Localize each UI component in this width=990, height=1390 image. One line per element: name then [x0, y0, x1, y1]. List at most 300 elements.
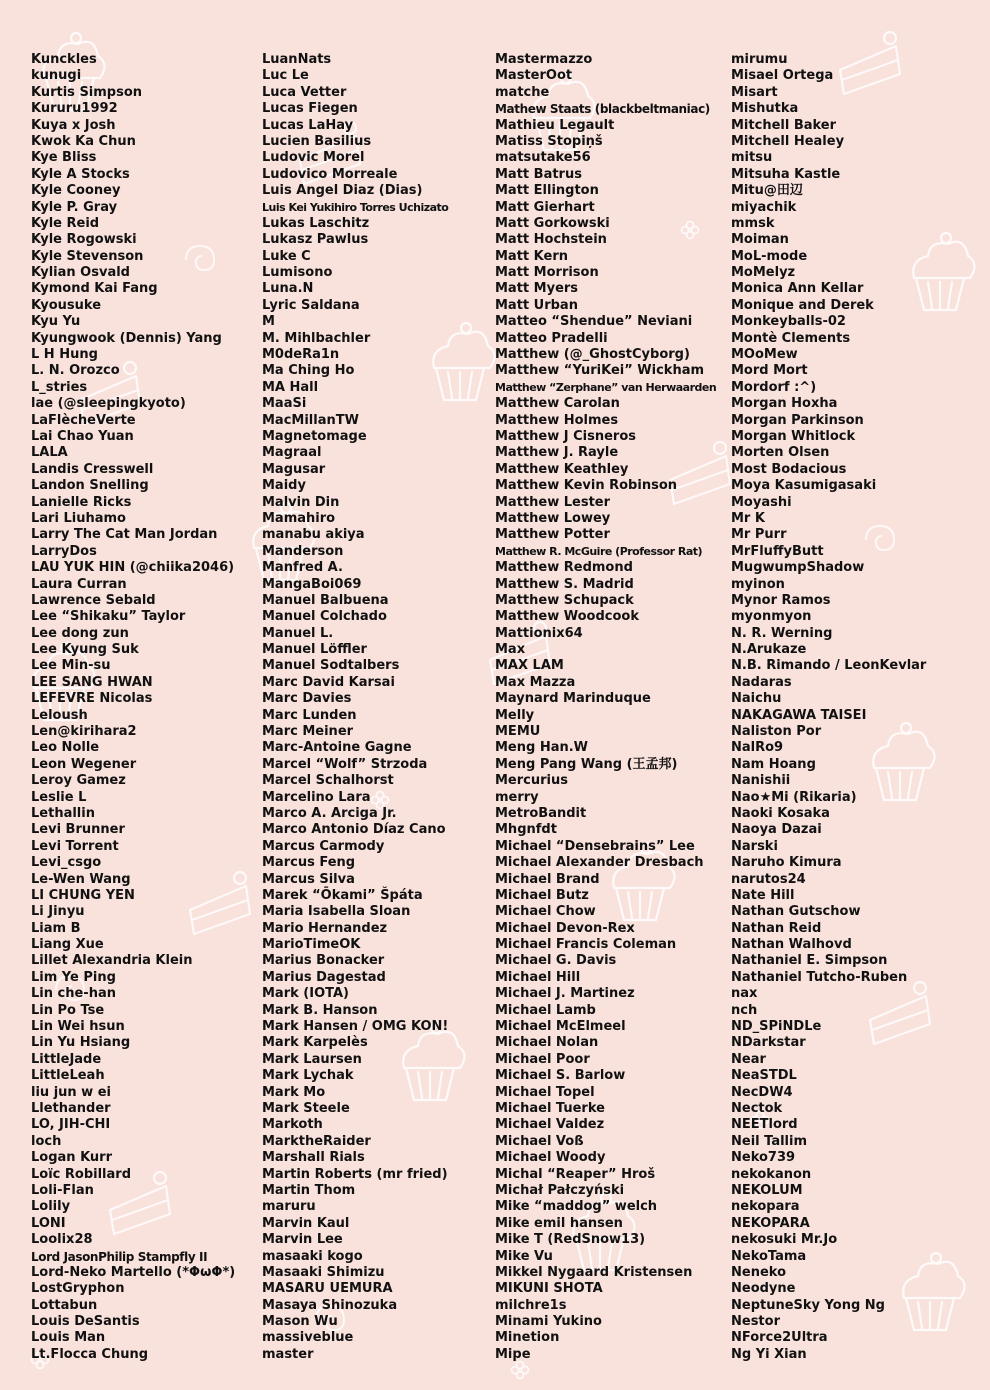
name-entry: Levi Brunner: [31, 822, 125, 838]
name-entry: Minami Yukino: [495, 1314, 602, 1330]
name-entry: LO, JIH-CHI: [31, 1117, 111, 1133]
name-entry: Leroy Gamez: [31, 773, 126, 789]
name-entry: Morgan Whitlock: [731, 428, 856, 444]
name-entry: Kyle Reid: [31, 215, 100, 231]
name-entry: LEFEVRE Nicolas: [31, 691, 153, 707]
name-entry: Matthew (@_GhostCyborg): [495, 347, 690, 363]
name-entry: Marshall Rials: [262, 1150, 365, 1166]
name-entry: MoL-mode: [731, 248, 808, 264]
name-entry: Matthew Potter: [495, 527, 610, 543]
name-entry: Mitsuha Kastle: [731, 166, 841, 182]
name-entry: Michael McElmeel: [495, 1019, 626, 1035]
name-entry: Kyu Yu: [31, 314, 81, 330]
name-entry: Kye Bliss: [31, 150, 97, 166]
name-entry: Kyousuke: [31, 297, 102, 313]
name-entry: Nectok: [731, 1101, 783, 1116]
name-entry: Lolily: [31, 1199, 71, 1215]
name-entry: nekokanon: [731, 1166, 812, 1182]
name-entry: narutos24: [731, 871, 806, 887]
name-entry: master: [262, 1346, 314, 1362]
name-entry: masaaki kogo: [262, 1248, 363, 1264]
name-entry: Marcelino Lara: [262, 789, 371, 805]
name-entry: NEKOLUM: [731, 1182, 803, 1198]
name-entry: Meng Pang Wang (王孟邦): [495, 756, 678, 772]
name-entry: Matthew Holmes: [495, 412, 619, 428]
name-entry: Mike T (RedSnow13): [495, 1232, 646, 1248]
name-entry: NecDW4: [731, 1084, 793, 1100]
name-entry: Mitu@田辺: [731, 183, 803, 199]
name-entry: MaaSi: [262, 396, 307, 412]
name-entry: Lord JasonPhilip Stampfly II: [31, 1249, 208, 1264]
name-entry: Matthew Keathley: [495, 461, 629, 477]
name-entry: Mario Hernandez: [262, 920, 388, 936]
name-entry: Lukas Laschitz: [262, 215, 370, 231]
name-entry: Mercurius: [495, 773, 568, 789]
name-entry: Levi Torrent: [31, 838, 119, 854]
name-entry: nekopara: [731, 1199, 800, 1215]
name-entry: LittleJade: [31, 1051, 102, 1067]
name-entry: Max: [495, 642, 526, 658]
name-entry: Matthew Woodcook: [495, 609, 640, 625]
name-entry: Mipe: [495, 1346, 531, 1362]
name-entry: Kyle P. Gray: [31, 199, 118, 215]
name-entry: MarktheRaider: [262, 1133, 371, 1149]
name-entry: matche: [495, 84, 550, 100]
name-entry: Mark (IOTA): [262, 986, 349, 1002]
name-entry: Leslie L: [31, 789, 87, 805]
name-entry: Lucien Basilius: [262, 133, 372, 149]
name-entry: Marcel Schalhorst: [262, 773, 394, 789]
name-entry: Llethander: [31, 1101, 111, 1116]
name-entry: Lin che-han: [31, 986, 116, 1002]
name-entry: Monkeyballs-02: [731, 314, 846, 330]
name-entry: matsutake56: [495, 150, 591, 166]
name-entry: L. N. Orozco: [31, 363, 120, 379]
name-entry: Leo Nolle: [31, 740, 100, 756]
name-entry: Mike Vu: [495, 1248, 553, 1264]
name-entry: Larry The Cat Man Jordan: [31, 527, 218, 543]
name-entry: Neil Tallim: [731, 1133, 808, 1149]
name-entry: Marco Antonio Díaz Cano: [262, 822, 446, 838]
name-entry: Marc Lunden: [262, 707, 357, 723]
name-entry: miyachik: [731, 199, 797, 215]
name-entry: Martin Roberts (mr fried): [262, 1166, 448, 1182]
name-entry: Kyle A Stocks: [31, 166, 130, 182]
name-entry: Mark Lychak: [262, 1068, 354, 1084]
name-entry: Markoth: [262, 1117, 323, 1133]
name-entry: Luna.N: [262, 281, 314, 297]
name-entry: Loli-Flan: [31, 1182, 94, 1198]
name-entry: Loïc Robillard: [31, 1166, 132, 1182]
name-entry: Morgan Parkinson: [731, 412, 864, 428]
name-entry: Matthew Lowey: [495, 510, 611, 526]
name-entry: Montè Clements: [731, 330, 851, 346]
name-entry: Kurtis Simpson: [31, 84, 143, 100]
name-entry: Kyle Cooney: [31, 183, 121, 199]
name-entry: Kyle Stevenson: [31, 248, 144, 264]
name-entry: Michael Nolan: [495, 1035, 599, 1051]
name-entry: Matthew S. Madrid: [495, 576, 634, 592]
name-entry: Marcel “Wolf” Strzoda: [262, 756, 428, 772]
name-entry: Le-Wen Wang: [31, 871, 131, 887]
name-entry: Manderson: [262, 543, 344, 559]
name-entry: Landis Cresswell: [31, 461, 154, 477]
name-entry: Michael Voß: [495, 1133, 584, 1149]
name-entry: Maidy: [262, 478, 306, 494]
name-entry: Michael Hill: [495, 969, 581, 985]
name-entry: NAKAGAWA TAISEI: [731, 707, 867, 723]
name-entry: MugwumpShadow: [731, 560, 865, 576]
name-entry: Leon Wegener: [31, 756, 137, 772]
name-entry: Manuel Sodtalbers: [262, 658, 400, 674]
name-entry: Matthew Schupack: [495, 592, 634, 608]
name-entry: Lee Kyung Suk: [31, 642, 139, 658]
name-entry: Nathan Reid: [731, 920, 822, 936]
name-entry: myinon: [731, 576, 785, 592]
name-entry: Ludovico Morreale: [262, 166, 398, 182]
name-column-2: [262, 52, 448, 1363]
name-entry: MasterOot: [495, 68, 573, 84]
name-entry: Luke C: [262, 248, 311, 264]
name-entry: Max Mazza: [495, 674, 576, 690]
name-entry: Neko739: [731, 1150, 796, 1166]
name-entry: Matt Morrison: [495, 265, 599, 281]
name-entry: LI CHUNG YEN: [31, 887, 135, 903]
name-entry: MarioTimeOK: [262, 937, 361, 953]
name-entry: Matt Gorkowski: [495, 215, 610, 231]
name-entry: Matiss Stopiņš: [495, 133, 603, 149]
name-entry: LAU YUK HIN (@chiika2046): [31, 560, 235, 576]
name-entry: M0deRa1n: [262, 347, 340, 363]
name-entry: Levi_csgo: [31, 855, 102, 871]
name-entry: Kunckles: [31, 52, 97, 67]
name-entry: Lottabun: [31, 1297, 98, 1313]
name-entry: Lari Liuhamo: [31, 510, 126, 526]
name-entry: Kyle Rogowski: [31, 232, 137, 248]
name-entry: Melly: [495, 707, 535, 723]
name-entry: Matt Urban: [495, 297, 578, 313]
name-entry: Matt Gierhart: [495, 199, 595, 215]
name-entry: maruru: [262, 1199, 316, 1215]
name-entry: Near: [731, 1051, 766, 1067]
name-entry: LEE SANG HWAN: [31, 674, 153, 690]
name-entry: L H Hung: [31, 347, 98, 363]
name-entry: LaFlècheVerte: [31, 412, 136, 428]
name-entry: LuanNats: [262, 52, 332, 67]
name-entry: Mishutka: [731, 101, 799, 117]
name-entry: Masaya Shinozuka: [262, 1297, 398, 1313]
name-entry: Laura Curran: [31, 576, 127, 592]
name-entry: Mike emil hansen: [495, 1215, 623, 1231]
name-entry: Lee “Shikaku” Taylor: [31, 609, 186, 625]
name-entry: Malvin Din: [262, 494, 340, 510]
name-entry: Landon Snelling: [31, 478, 149, 494]
name-entry: Moiman: [731, 232, 789, 248]
name-entry: Mark Karpelès: [262, 1035, 368, 1051]
name-entry: MoMelyz: [731, 265, 796, 281]
name-entry: Misart: [731, 84, 778, 100]
name-entry: Kymond Kai Fang: [31, 281, 158, 297]
name-entry: Matt Kern: [495, 248, 568, 264]
name-entry: Ma Ching Ho: [262, 363, 355, 379]
name-entry: Matteo Pradelli: [495, 330, 608, 346]
name-entry: LONI: [31, 1215, 66, 1231]
name-entry: Mark B. Hanson: [262, 1002, 378, 1018]
name-entry: Len@kirihara2: [31, 724, 137, 740]
name-entry: Morten Olsen: [731, 445, 830, 461]
name-entry: Lee Min-su: [31, 658, 111, 674]
name-entry: Naruho Kimura: [731, 855, 842, 871]
name-entry: MangaBoi069: [262, 576, 362, 592]
name-entry: Loolix28: [31, 1232, 93, 1248]
name-entry: Narski: [731, 838, 778, 854]
name-column-4: [731, 52, 926, 1363]
name-entry: Mordorf :^): [731, 379, 817, 395]
name-entry: Nam Hoang: [731, 756, 816, 772]
name-entry: MOoMew: [731, 347, 798, 363]
name-entry: Marcus Silva: [262, 871, 355, 887]
name-entry: Matthew J Cisneros: [495, 428, 636, 444]
name-entry: Michael G. Davis: [495, 953, 617, 969]
name-entry: Lucas Fiegen: [262, 101, 358, 117]
name-entry: Liang Xue: [31, 937, 104, 953]
name-entry: Lai Chao Yuan: [31, 428, 134, 444]
name-entry: Mastermazzo: [495, 52, 593, 67]
name-entry: Lethallin: [31, 805, 95, 821]
name-entry: Marius Bonacker: [262, 953, 385, 969]
name-entry: Nathan Walhovd: [731, 937, 852, 953]
name-entry: Lanielle Ricks: [31, 494, 132, 510]
name-entry: Lucas LaHay: [262, 117, 354, 133]
name-entry: Michael Butz: [495, 887, 589, 903]
name-entry: Michael Francis Coleman: [495, 937, 677, 953]
name-entry: Magraal: [262, 445, 322, 461]
name-entry: Nathaniel E. Simpson: [731, 953, 888, 969]
name-entry: Michael Topel: [495, 1084, 595, 1100]
name-entry: Lukasz Pawlus: [262, 232, 369, 248]
name-entry: Mattionix64: [495, 625, 583, 641]
name-entry: Martin Thom: [262, 1182, 356, 1198]
name-entry: Moya Kasumigasaki: [731, 478, 877, 494]
name-entry: LittleLeah: [31, 1068, 105, 1084]
name-entry: Ng Yi Xian: [731, 1346, 807, 1362]
name-entry: Nadaras: [731, 674, 792, 690]
name-entry: Mr K: [731, 510, 765, 526]
name-entry: mitsu: [731, 150, 773, 166]
name-entry: Mamahiro: [262, 510, 336, 526]
name-entry: Li Jinyu: [31, 904, 85, 920]
name-entry: Nestor: [731, 1314, 780, 1330]
name-entry: mirumu: [731, 52, 788, 67]
name-entry: Lin Po Tse: [31, 1002, 105, 1018]
name-entry: Nathan Gutschow: [731, 904, 861, 920]
name-entry: Matt Ellington: [495, 183, 599, 199]
name-entry: Michael Poor: [495, 1051, 590, 1067]
name-entry: L_stries: [31, 379, 88, 395]
name-entry: Matthew R. McGuire (Professor Rat): [495, 544, 703, 558]
name-entry: Marek “Ōkami” Špáta: [262, 887, 423, 903]
name-entry: myonmyon: [731, 609, 812, 625]
name-entry: Mitchell Baker: [731, 117, 837, 133]
name-entry: N. R. Werning: [731, 625, 833, 641]
name-entry: Marco A. Arciga Jr.: [262, 805, 397, 821]
name-entry: Michael Tuerke: [495, 1101, 605, 1116]
name-entry: Manuel Balbuena: [262, 592, 389, 608]
name-entry: Manuel Colchado: [262, 609, 387, 625]
name-entry: Masaaki Shimizu: [262, 1264, 385, 1280]
name-entry: Luc Le: [262, 68, 309, 84]
name-entry: nax: [731, 986, 758, 1002]
name-entry: Leloush: [31, 707, 88, 723]
name-entry: LostGryphon: [31, 1281, 125, 1297]
name-entry: Matthew Kevin Robinson: [495, 478, 677, 494]
name-entry: MetroBandit: [495, 805, 587, 821]
name-entry: Marc Meiner: [262, 724, 354, 740]
name-entry: Matthew Redmond: [495, 560, 633, 576]
name-entry: Lumisono: [262, 265, 333, 281]
name-entry: liu jun w ei: [31, 1084, 111, 1100]
name-entry: NeptuneSky Yong Ng: [731, 1297, 885, 1313]
name-entry: ND_SPiNDLe: [731, 1019, 822, 1035]
name-entry: MAX LAM: [495, 658, 564, 674]
name-entry: Mr Purr: [731, 527, 787, 543]
name-column-3: [495, 52, 716, 1363]
name-entry: Matt Batrus: [495, 166, 582, 182]
name-entry: Lim Ye Ping: [31, 969, 116, 985]
name-entry: Marcus Carmody: [262, 838, 385, 854]
name-entry: Moyashi: [731, 494, 792, 510]
name-entry: Marc David Karsai: [262, 674, 395, 690]
name-entry: Louis Man: [31, 1330, 106, 1346]
name-entry: Matthew “Zerphane” van Herwaarden: [495, 380, 717, 394]
name-entry: Marc Davies: [262, 691, 352, 707]
name-entry: Marc-Antoine Gagne: [262, 740, 412, 756]
name-entry: Matthew Carolan: [495, 396, 620, 412]
name-entry: Manfred A.: [262, 560, 343, 576]
name-entry: Minetion: [495, 1330, 560, 1346]
name-entry: Maria Isabella Sloan: [262, 904, 411, 920]
name-entry: Nate Hill: [731, 887, 795, 903]
name-entry: Lin Yu Hsiang: [31, 1035, 131, 1051]
name-entry: Nathaniel Tutcho-Ruben: [731, 969, 908, 985]
name-entry: N.B. Rimando / LeonKevlar: [731, 658, 927, 674]
name-entry: Kururu1992: [31, 101, 118, 117]
name-entry: Luca Vetter: [262, 84, 347, 100]
name-entry: Kuya x Josh: [31, 117, 116, 133]
name-entry: merry: [495, 789, 539, 805]
name-entry: Mark Mo: [262, 1084, 326, 1100]
name-entry: MacMillanTW: [262, 412, 359, 428]
name-entry: Meng Han.W: [495, 740, 589, 756]
name-entry: Luis Angel Diaz (Dias): [262, 183, 423, 199]
name-entry: nch: [731, 1002, 758, 1018]
name-entry: Mynor Ramos: [731, 592, 831, 608]
name-entry: Lyric Saldana: [262, 297, 360, 313]
name-entry: Michael S. Barlow: [495, 1068, 626, 1084]
name-entry: Marius Dagestad: [262, 969, 386, 985]
name-entry: NForce2Ultra: [731, 1330, 828, 1346]
name-entry: LALA: [31, 445, 68, 461]
name-entry: Michał Pałczyński: [495, 1182, 625, 1198]
name-entry: Monica Ann Kellar: [731, 281, 864, 297]
name-entry: NEETlord: [731, 1117, 798, 1133]
name-entry: Matthew Lester: [495, 494, 611, 510]
name-entry: Neodyne: [731, 1281, 796, 1297]
name-entry: Kyungwook (Dennis) Yang: [31, 330, 222, 346]
name-entry: Manuel Löffler: [262, 642, 367, 658]
name-entry: Ludovic Morel: [262, 150, 365, 166]
name-entry: Michal “Reaper” Hroš: [495, 1166, 656, 1182]
name-entry: Mike “maddog” welch: [495, 1199, 658, 1215]
name-entry: MA Hall: [262, 379, 319, 395]
name-entry: Mathew Staats (blackbeltmaniac): [495, 102, 710, 117]
name-entry: N.Arukaze: [731, 642, 807, 658]
name-entry: NEKOPARA: [731, 1215, 810, 1231]
name-entry: Marcus Feng: [262, 855, 356, 871]
name-entry: Mason Wu: [262, 1314, 338, 1330]
name-entry: Nao★Mi (Rikaria): [731, 789, 857, 805]
name-entry: Matthew J. Rayle: [495, 445, 619, 461]
name-entry: Manuel L.: [262, 625, 334, 641]
name-entry: Matteo “Shendue” Neviani: [495, 314, 693, 330]
name-entry: NalRo9: [731, 740, 784, 756]
name-column-1: [31, 52, 235, 1363]
name-entry: lae (@sleepingkyoto): [31, 396, 186, 412]
name-entry: Michael “Densebrains” Lee: [495, 838, 695, 854]
name-entry: Mitchell Healey: [731, 133, 845, 149]
name-entry: Lord-Neko Martello (*ΦωΦ*): [31, 1264, 236, 1280]
name-entry: Mikkel Nygaard Kristensen: [495, 1264, 693, 1280]
name-entry: Misael Ortega: [731, 68, 834, 84]
name-entry: Mord Mort: [731, 363, 808, 379]
name-entry: Most Bodacious: [731, 461, 847, 477]
name-entry: Mark Laursen: [262, 1051, 362, 1067]
name-entry: Matthew “YuriKei” Wickham: [495, 363, 705, 379]
name-entry: Magusar: [262, 461, 326, 477]
name-entry: Lt.Flocca Chung: [31, 1346, 149, 1362]
name-entry: Neneko: [731, 1264, 786, 1280]
name-entry: Marvin Kaul: [262, 1215, 350, 1231]
name-entry: NekoTama: [731, 1248, 807, 1264]
name-entry: Nanishii: [731, 773, 791, 789]
name-entry: loch: [31, 1133, 62, 1149]
name-entry: Luis Kei Yukihiro Torres Uchizato: [262, 200, 449, 214]
name-entry: Magnetomage: [262, 428, 367, 444]
name-entry: NeaSTDL: [731, 1068, 797, 1084]
name-entry: Lawrence Sebald: [31, 592, 156, 608]
name-entry: Michael Devon-Rex: [495, 920, 635, 936]
name-entry: Michael Valdez: [495, 1117, 605, 1133]
name-entry: MEMU: [495, 724, 541, 740]
name-entry: Liam B: [31, 920, 81, 936]
name-entry: Mark Steele: [262, 1101, 350, 1116]
name-entry: Lee dong zun: [31, 625, 129, 641]
name-entry: kunugi: [31, 68, 82, 84]
name-entry: NDarkstar: [731, 1035, 806, 1051]
name-entry: Michael J. Martinez: [495, 986, 635, 1002]
name-entry: Mathieu Legault: [495, 117, 615, 133]
name-entry: MIKUNI SHOTA: [495, 1281, 603, 1297]
name-entry: LarryDos: [31, 543, 97, 559]
name-entry: Maynard Marinduque: [495, 691, 651, 707]
name-entry: Naoki Kosaka: [731, 805, 830, 821]
name-entry: Matt Hochstein: [495, 232, 607, 248]
name-entry: Naoya Dazai: [731, 822, 822, 838]
name-entry: Kwok Ka Chun: [31, 133, 136, 149]
name-entry: Mhgnfdt: [495, 822, 557, 838]
name-entry: massiveblue: [262, 1330, 354, 1346]
name-entry: MASARU UEMURA: [262, 1281, 393, 1297]
